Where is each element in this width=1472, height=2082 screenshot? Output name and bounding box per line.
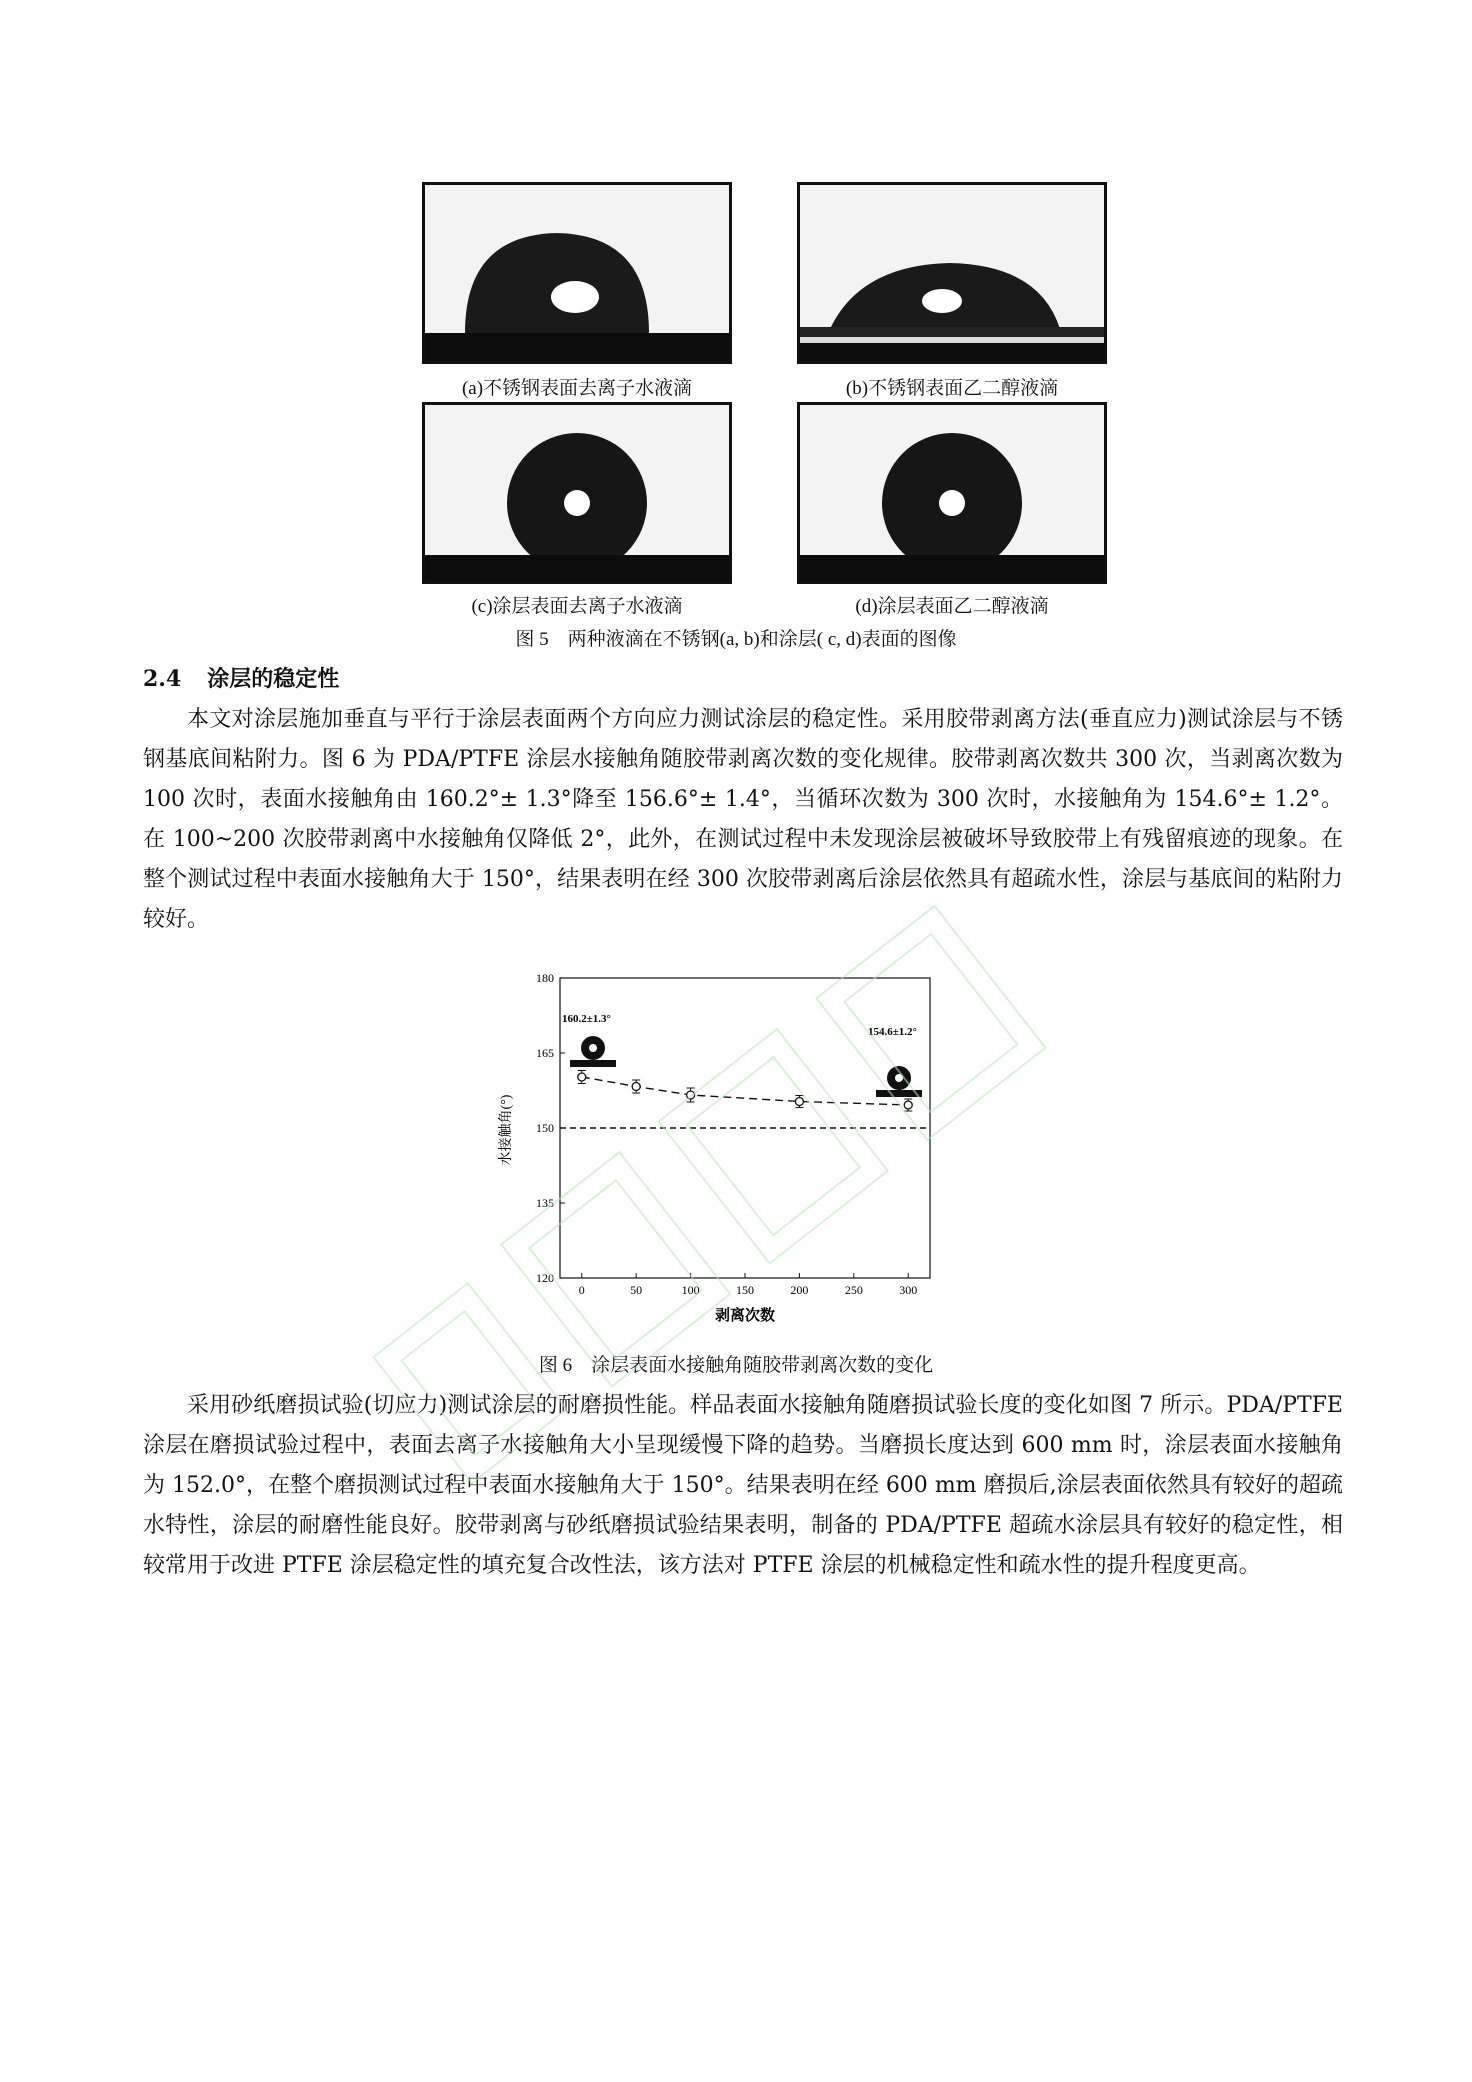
y-tick-label: 135 <box>536 1196 554 1210</box>
figure5-caption-b: (b)不锈钢表面乙二醇液滴 <box>845 378 1059 399</box>
paragraph-1-text: 本文对涂层施加垂直与平行于涂层表面两个方向应力测试涂层的稳定性。采用胶带剥离方法(垂直应力)测试涂层与不锈钢基底间粘附力。图 6 为 PDA/PTFE 涂层水接触角随胶带剥离次数的变化规律。胶带剥离次数共 300 次，当剥离次数为 100 次时，表面水接触角由 160.2°± 1.3°降至 156.6°± 1.4°，当循环次数为 300 次时，水接触角为 154.6°± 1.2°。在 100~200 次胶带剥离中水接触角仅降低 2°，此外，在测试过程中未发现涂层被破坏导致胶带上有残留痕迹的现象。在整个测试过程中表面水接触角大于 150°，结果表明在经 300 次胶带剥离后涂层依然具有超疏水性，涂层与基底间的粘附力较好。 <box>143 707 1343 932</box>
x-axis-label: 剥离次数 <box>714 1308 776 1324</box>
annotation-start: 160.2±1.3° <box>562 1013 611 1025</box>
droplet-photo-a <box>422 182 732 364</box>
droplet-photo-b <box>797 182 1107 364</box>
droplet-icon-right <box>876 1066 922 1097</box>
x-tick-label: 0 <box>578 1283 585 1297</box>
figure5-caption-a: (a)不锈钢表面去离子水液滴 <box>461 378 693 399</box>
x-tick-label: 300 <box>899 1283 918 1297</box>
x-tick-label: 150 <box>736 1283 754 1297</box>
data-point <box>578 1073 586 1081</box>
annotation-end: 154.6±1.2° <box>868 1026 917 1038</box>
x-tick-label: 100 <box>681 1283 700 1297</box>
paragraph-1 <box>143 700 1343 940</box>
figure5-caption: 图 5 两种液滴在不锈钢(a, b)和涂层( c, d)表面的图像 <box>515 629 957 650</box>
section-heading <box>143 662 339 693</box>
x-tick-label: 250 <box>844 1283 863 1297</box>
y-tick-label: 180 <box>536 971 554 985</box>
y-tick-label: 120 <box>536 1271 554 1285</box>
trend-line <box>582 1077 908 1105</box>
section-number: 2.4 <box>143 666 182 692</box>
figure6-chart <box>490 970 950 1330</box>
y-tick-label: 150 <box>536 1121 554 1135</box>
droplet-photo-c <box>422 402 732 584</box>
x-tick-label: 200 <box>790 1283 809 1297</box>
figure5-caption-c: (c)涂层表面去离子水液滴 <box>471 596 683 617</box>
data-point <box>904 1101 912 1109</box>
data-point <box>687 1091 695 1099</box>
figure6-caption: 图 6 涂层表面水接触角随胶带剥离次数的变化 <box>538 1355 934 1376</box>
paragraph-2 <box>143 1386 1343 1586</box>
section-title: 涂层的稳定性 <box>207 666 340 692</box>
droplet-photo-d <box>797 402 1107 584</box>
data-point <box>632 1083 640 1091</box>
y-axis-label: 水接触角(°) <box>499 1094 514 1166</box>
y-tick-label: 165 <box>536 1046 554 1060</box>
paragraph-2-text: 采用砂纸磨损试验(切应力)测试涂层的耐磨损性能。样品表面水接触角随磨损试验长度的变化如图 7 所示。PDA/PTFE 涂层在磨损试验过程中，表面去离子水接触角大小呈现缓慢下降的趋势。当磨损长度达到 600 mm 时，涂层表面水接触角为 152.0°，在整个磨损测试过程中表面水接触角大于 150°。结果表明在经 600 mm 磨损后,涂层表面依然具有较好的超疏水特性，涂层的耐磨性能良好。胶带剥离与砂纸磨损试验结果表明，制备的 PDA/PTFE 超疏水涂层具有较好的稳定性，相较常用于改进 PTFE 涂层稳定性的填充复合改性法，该方法对 PTFE 涂层的机械稳定性和疏水性的提升程度更高。 <box>143 1393 1343 1578</box>
figure5-caption-d: (d)涂层表面乙二醇液滴 <box>855 596 1049 617</box>
droplet-icon-left <box>570 1036 616 1067</box>
data-point <box>795 1098 803 1106</box>
x-tick-label: 50 <box>630 1283 643 1297</box>
